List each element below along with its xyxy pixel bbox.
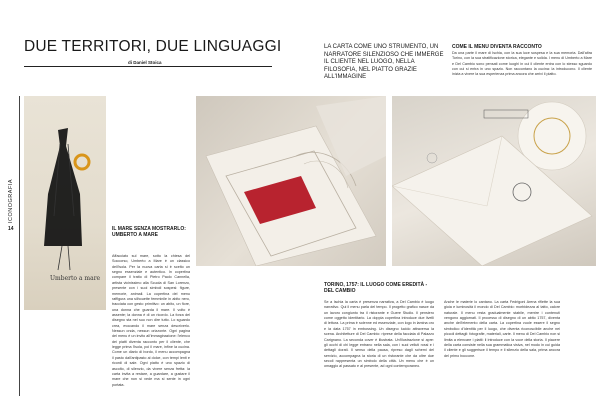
torino-col-2: Anche le materie lo cantano. La carta Fedrigoni Arena riflette la sua gioia e luminosità il mondo di Del Cambio: morbidezza al tatto, calore naturale. Il menu resta gradualmente stabile, mentre i contenuti vengono aggiornati. Il processo di disegno di un abito 1757, diventa anche dell'elemento della carta. La copertina vuole essere il segno simbolico d'identità per il luogo, che diventa riconoscibile anche nei piccoli dettagli: fotografie, materiali, carte. Il menu di Del Cambio non si limita a elencare i piatti: li introduce con la voce della storia. Il piacere della carta consiste nella sua grammatica visiva, nel modo in cui guida il cliente e gli suggerisce il tempo e il silenzio della sala, prima ancora del primo boccone. (444, 300, 560, 358)
illustration-caption: Umberto a mare (50, 275, 101, 282)
byline: di Daniel Stoica (128, 60, 162, 65)
menu-cover-drawing (196, 96, 386, 266)
dress-shape (44, 128, 82, 246)
envelope-drawing (392, 96, 596, 266)
torino-section-heading: TORINO, 1757: IL LUOGO COME EREDITÀ - DEL CAMBIO (324, 282, 428, 294)
mare-section-heading: IL MARE SENZA MOSTRARLO: UMBERTO A MARE (112, 226, 186, 238)
dress-illustration (24, 96, 106, 310)
menu-section-heading: COME IL MENU DIVENTA RACCONTO (452, 44, 542, 50)
lead-paragraph: LA CARTA COME UNO STRUMENTO, UN NARRATORE SILENZIOSO CHE IMMERGE IL CLIENTE NEL LUOGO, NELLA FILOSOFIA, NEL PIATTO GRAZIE ALL'IMMAGINE (324, 44, 444, 80)
menu-cover-photo (196, 96, 386, 266)
title-rule (24, 66, 272, 67)
leg-line (68, 246, 70, 270)
illustration-image (24, 96, 106, 310)
page-title: DUE TERRITORI, DUE LINGUAGGI (24, 38, 282, 55)
margin-rule (19, 96, 20, 396)
page-number: 14 (8, 226, 14, 232)
section-label: ICONOGRAFIA (8, 178, 14, 223)
torino-col-1: Se a Ischia la carta è presenza narrativa, a Del Cambio è luogo narrativo. Qui il menu parla del tempo. Il progetto grafico nasce da un lavoro congiunto tra il ristorante e Guere Studio. Il pensiero come oggetto identitario. La doppia copertina introduce due livelli di lettura. La prima è solenne ed essenziale, con logo in lamina oro e la data 1757 in embossing. Un disegno lucido attraversa la scena. Architetture di Del Cambio: riprese della facciata di Palazzo Carignano. La seconda cover è illustrata. Un'illustrazione si apre: gli occhi di chi legge entrano nella sala, con i suoi velluti rossi e i dettagli dorati. Il senso della pausa, ripreso dagli schemi del servizio, accompagna la storia di un ristorante che da oltre due secoli rappresenta un simbolo della città. Un menu che è un omaggio al passato e al presente, ad ogni contemporaneo. (324, 300, 434, 369)
menu-section-body: Da una parte il mare di Ischia, con la sua luce sospesa e la sua memoria. Dall'altra Torino, con la sua stratificazione storica, elegante e solida. I menu di Umberto a Mare e Del Cambio sono pensati come luoghi in cui il cliente entra con lo stesso sguardo con cui si entra in uno spazio. Non raccontano la cucina: la introducono. Il cliente inizia a vivere la sua esperienza prima ancora che arrivi il piatto. (452, 51, 592, 77)
envelope-photo (392, 96, 596, 266)
flower-mark (75, 155, 89, 169)
logo-mark (427, 153, 437, 163)
mare-section-body: Affacciato sul mare, sotto la chiesa del Soccorso, Umberto a Mare è un classico dell'isola. Per la nuova carta si è scelto un segno essenziale e autentico. In copertina compare il tratto di Pietro Paolo Cannella, artista vicinissimo alla Scuola di San Lorenzo, presente con i suoi simboli sospesi: figure, memorie, animali. La copertina del menu raffigura una silhouette femminile in abito nero, tracciata con gesto primitivo: un abito, un fiore, una donna che guarda il mare. Il volto è assente; la donna è di un ricordo. La forza del disegno sta nel suo non dire tutto. Lo sguardo crea, evocando il mare senza descriverlo. Nessun onda, nessun orizzonte. Ogni pagina del menu è un invito all'immaginazione: l'elenco dei piatti diventa racconto per il cliente, che legge prima l'isola, poi il mare, infine la cucina. Come un diario di bordo, il menu accompagna il pasto dall'antipasto al dolce, con tempi lenti e ricordi di sale. Ogni piatto è uno spazio di ascolto, di silenzio, da vivere senza fretta: la carta invita a restare, a guardare, a gustare il mare che non si vede ma si sente in ogni portata. (112, 254, 190, 387)
plate-label (484, 110, 528, 118)
leg-line (58, 246, 62, 270)
